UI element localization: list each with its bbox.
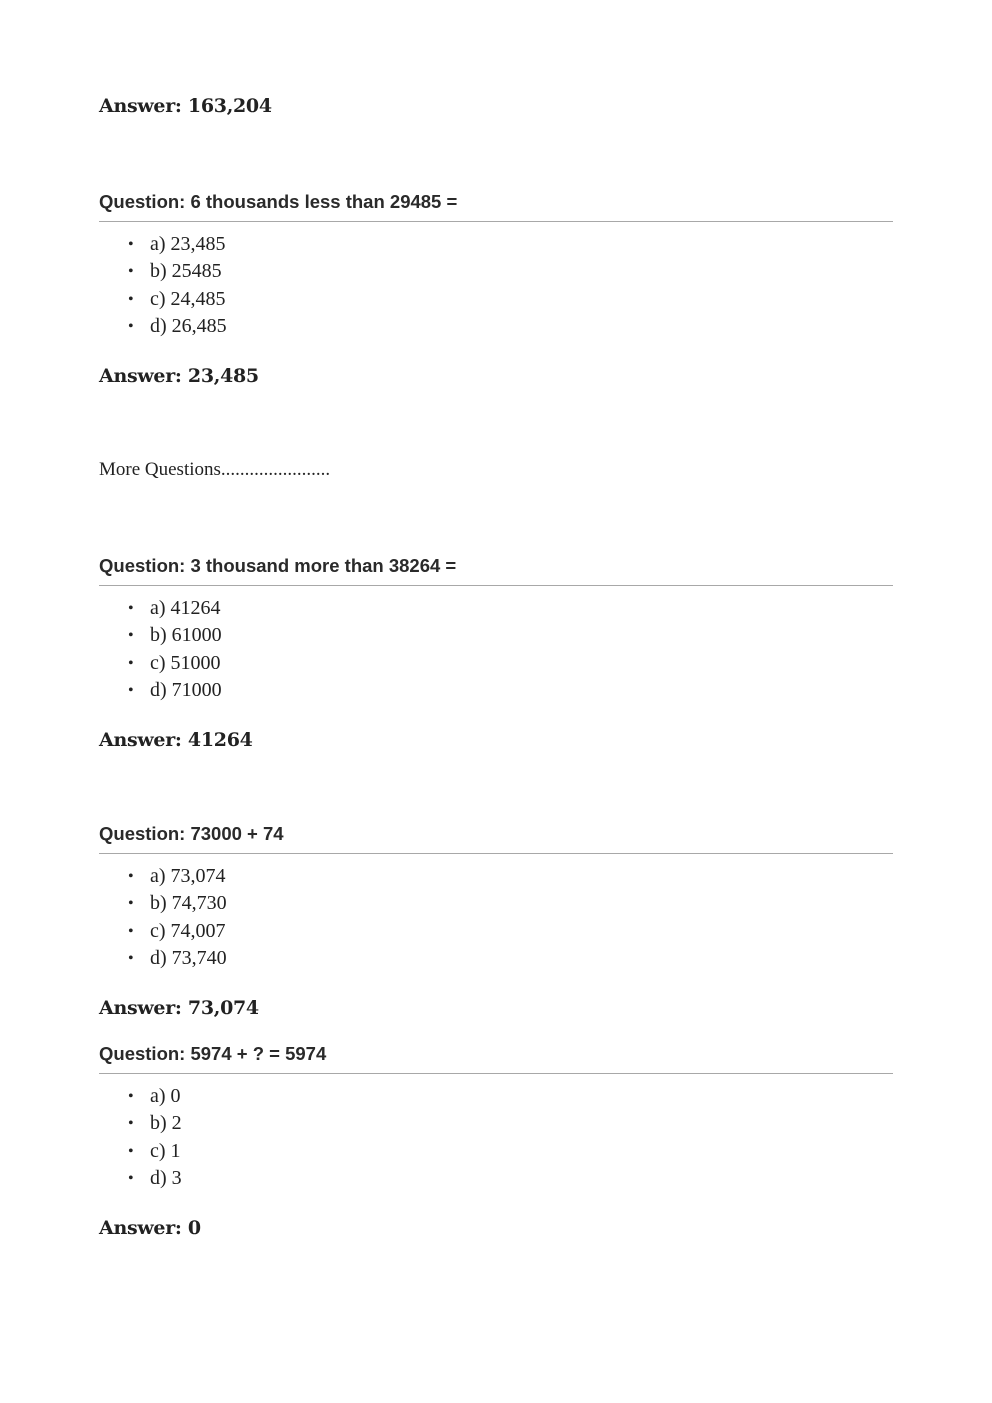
bullet-icon: • <box>128 1115 134 1133</box>
option-label: b) 25485 <box>150 260 222 283</box>
more-questions-text: More Questions....................... <box>99 459 331 480</box>
option-label: c) 51000 <box>150 651 221 674</box>
answer-text: Answer: 0 <box>99 1217 201 1240</box>
option-label: b) 61000 <box>150 624 222 647</box>
question-block <box>99 554 893 753</box>
option-label: c) 74,007 <box>150 919 226 942</box>
option-label: a) 73,074 <box>150 865 226 887</box>
option-item <box>99 918 893 945</box>
bullet-icon: • <box>128 1088 134 1105</box>
options-list <box>99 595 893 704</box>
options-list <box>99 1083 893 1192</box>
answer-text: Answer: 73,074 <box>99 997 259 1020</box>
option-label: d) 26,485 <box>150 314 227 337</box>
bullet-icon: • <box>128 263 134 281</box>
option-label: c) 24,485 <box>150 287 226 310</box>
question-heading: Question: 73000 + 74 <box>99 823 284 844</box>
option-item <box>99 313 893 340</box>
bullet-icon: • <box>128 1169 134 1187</box>
answer-text: Answer: 41264 <box>99 729 253 752</box>
options-list <box>99 231 893 340</box>
bullet-icon: • <box>128 627 134 645</box>
option-item <box>99 231 893 258</box>
option-item <box>99 1110 893 1137</box>
answer-text: Answer: 23,485 <box>99 365 259 388</box>
option-label: b) 2 <box>150 1112 182 1135</box>
option-item <box>99 1138 893 1165</box>
option-label: a) 41264 <box>150 597 221 619</box>
divider <box>99 221 893 222</box>
bullet-icon: • <box>128 600 134 617</box>
option-label: d) 3 <box>150 1166 182 1189</box>
bullet-icon: • <box>128 317 134 335</box>
bullet-icon: • <box>128 236 134 253</box>
question-heading: Question: 3 thousand more than 38264 = <box>99 555 457 576</box>
option-item <box>99 863 893 890</box>
answer-text: Answer: 163,204 <box>99 95 272 117</box>
bullet-icon: • <box>128 922 134 940</box>
option-item <box>99 890 893 917</box>
divider <box>99 585 893 586</box>
bullet-icon: • <box>128 290 134 308</box>
bullet-icon: • <box>128 681 134 699</box>
option-item <box>99 258 893 285</box>
question-block <box>99 190 893 389</box>
option-item <box>99 945 893 972</box>
divider <box>99 1073 893 1074</box>
option-item <box>99 1083 893 1110</box>
option-label: a) 23,485 <box>150 233 226 255</box>
option-label: d) 73,740 <box>150 946 227 969</box>
bullet-icon: • <box>128 1142 134 1160</box>
option-item <box>99 595 893 622</box>
bullet-icon: • <box>128 949 134 967</box>
option-item <box>99 622 893 649</box>
option-label: a) 0 <box>150 1085 181 1107</box>
options-list <box>99 863 893 972</box>
option-item <box>99 677 893 704</box>
divider <box>99 853 893 854</box>
bullet-icon: • <box>128 895 134 913</box>
option-label: b) 74,730 <box>150 892 227 915</box>
question-block <box>99 822 893 1021</box>
bullet-icon: • <box>128 868 134 885</box>
option-label: d) 71000 <box>150 678 222 701</box>
question-block <box>99 1042 893 1241</box>
question-heading: Question: 5974 + ? = 5974 <box>99 1043 327 1064</box>
option-item <box>99 650 893 677</box>
option-item <box>99 286 893 313</box>
option-item <box>99 1165 893 1192</box>
bullet-icon: • <box>128 654 134 672</box>
option-label: c) 1 <box>150 1139 181 1162</box>
question-heading: Question: 6 thousands less than 29485 = <box>99 191 458 212</box>
